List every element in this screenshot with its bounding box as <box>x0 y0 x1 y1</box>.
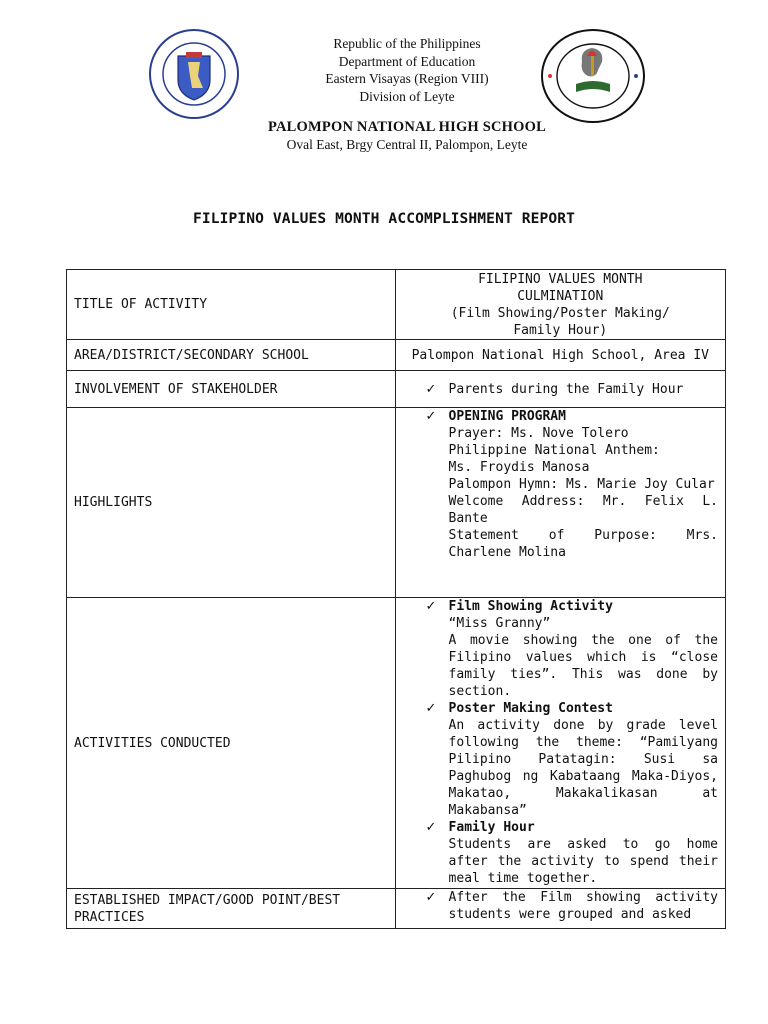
row-value: ✓ After the Film showing activity students were grouped and asked <box>395 889 725 929</box>
report-table <box>66 269 726 929</box>
table-row <box>67 270 726 340</box>
table-row <box>67 408 726 598</box>
table-row <box>67 598 726 889</box>
report-title: FILIPINO VALUES MONTH ACCOMPLISHMENT REPORT <box>192 210 576 227</box>
table-row <box>67 371 726 408</box>
row-value: ✓ Film Showing Activity “Miss Granny” A movie showing the one of the Filipino values which is “close family ties”. This was done by section. ✓ Poster Making Contest An activity done by grade level following the theme: “Pamilyang Pilipino Patatagin: Susi sa Paghubog ng Kabataang Maka-Diyos, Makatao, Makakalikasan at Makabansa” ✓ Family Hour Students are asked to go home after the activity to spend their meal time together. <box>395 598 725 889</box>
check-mark-icon: ✓ <box>425 599 437 614</box>
row-label: HIGHLIGHTS <box>67 408 396 598</box>
check-mark-icon: ✓ <box>425 381 437 397</box>
row-value: ✓ Parents during the Family Hour <box>395 371 725 408</box>
check-mark-icon: ✓ <box>425 890 437 905</box>
school-header <box>220 118 594 153</box>
school-address: Oval East, Brgy Central II, Palompon, Leyte <box>286 137 528 152</box>
department-line: Department of Education <box>338 53 476 69</box>
check-mark-icon: ✓ <box>425 820 437 835</box>
government-header <box>220 35 594 105</box>
table-row <box>67 889 726 929</box>
row-label: INVOLVEMENT OF STAKEHOLDER <box>67 371 396 408</box>
check-mark-icon: ✓ <box>425 701 437 716</box>
poster-making-heading: Poster Making Contest <box>448 701 613 716</box>
row-label: TITLE OF ACTIVITY <box>67 270 396 340</box>
table-row <box>67 340 726 371</box>
division-line: Division of Leyte <box>359 88 455 104</box>
row-value: FILIPINO VALUES MONTH CULMINATION (Film Showing/Poster Making/ Family Hour) <box>395 270 725 340</box>
opening-program-heading: OPENING PROGRAM <box>448 409 566 424</box>
row-value: Palompon National High School, Area IV <box>395 340 725 371</box>
republic-line: Republic of the Philippines <box>333 36 481 51</box>
family-hour-heading: Family Hour <box>448 820 535 835</box>
film-showing-heading: Film Showing Activity <box>448 599 613 614</box>
school-name: PALOMPON NATIONAL HIGH SCHOOL <box>268 119 546 135</box>
check-mark-icon: ✓ <box>425 409 437 424</box>
row-label: ACTIVITIES CONDUCTED <box>67 598 396 889</box>
row-value: ✓ OPENING PROGRAM Prayer: Ms. Nove Tolero Philippine National Anthem: Ms. Froydis Manosa Palompon Hymn: Ms. Marie Joy Cular Welcome Address: Mr. Felix L. Bante Statement of Purpose: Mrs. Charlene Molina <box>395 408 725 598</box>
row-label: ESTABLISHED IMPACT/GOOD POINT/BEST PRACTICES <box>67 889 396 929</box>
row-label: AREA/DISTRICT/SECONDARY SCHOOL <box>67 340 396 371</box>
region-line: Eastern Visayas (Region VIII) <box>325 71 489 86</box>
